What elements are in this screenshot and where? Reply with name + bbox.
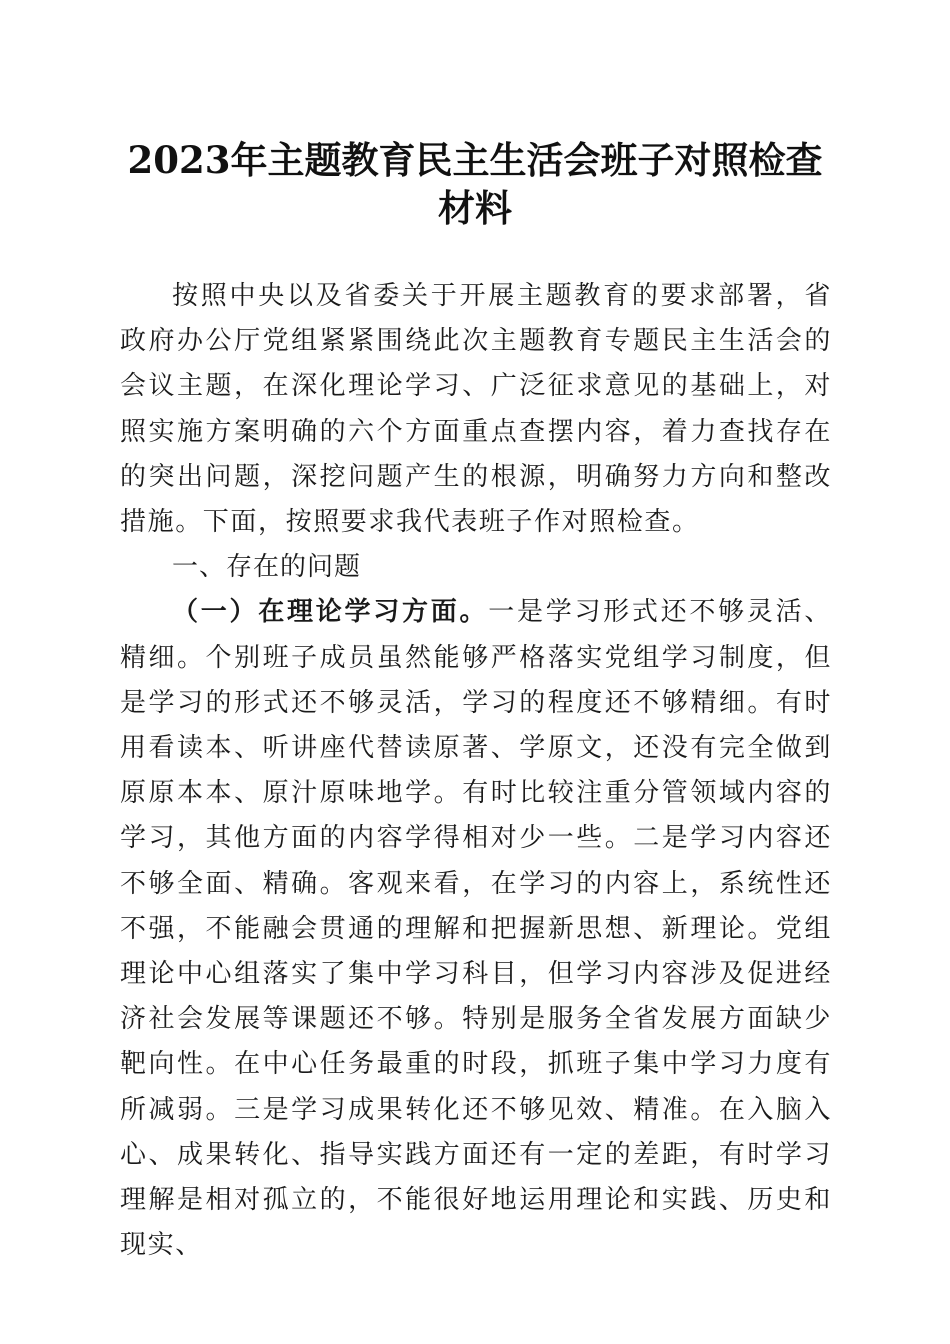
document-body xyxy=(120,274,832,1268)
section-heading: 一、存在的问题 xyxy=(172,552,362,583)
document-title: 2023年主题教育民主生活会班子对照检查材料 xyxy=(127,138,823,230)
intro-paragraph: 按照中央以及省委关于开展主题教育的要求部署，省政府办公厅党组紧紧围绕此次主题教育专题民主生活会的会议主题，在深化理论学习、广泛征求意见的基础上，对照实施方案明确的六个方面重点查摆内容，着力查找存在的突出问题，深挖问题产生的根源，明确努力方向和整改措施。下面，按照要求我代表班子作对照检查。 xyxy=(120,281,832,538)
subsection-paragraph xyxy=(120,590,832,1268)
subsection-body: 一是学习形式还不够灵活、精细。个别班子成员虽然能够严格落实党组学习制度，但是学习的形式还不够灵活，学习的程度还不够精细。有时用看读本、听讲座代替读原著、学原文，还没有完全做到原原本本、原汁原味地学。有时比较注重分管领域内容的学习，其他方面的内容学得相对少一些。二是学习内容还不够全面、精确。客观来看，在学习的内容上，系统性还不强，不能融会贯通的理解和把握新思想、新理论。党组理论中心组落实了集中学习科目，但学习内容涉及促进经济社会发展等课题还不够。特别是服务全省发展方面缺少靶向性。在中心任务最重的时段，抓班子集中学习力度有所减弱。三是学习成果转化还不够见效、精准。在入脑入心、成果转化、指导实践方面还有一定的差距，有时学习理解是相对孤立的，不能很好地运用理论和实践、历史和现实、 xyxy=(120,597,832,1261)
subsection-heading: （一）在理论学习方面。 xyxy=(172,597,489,628)
